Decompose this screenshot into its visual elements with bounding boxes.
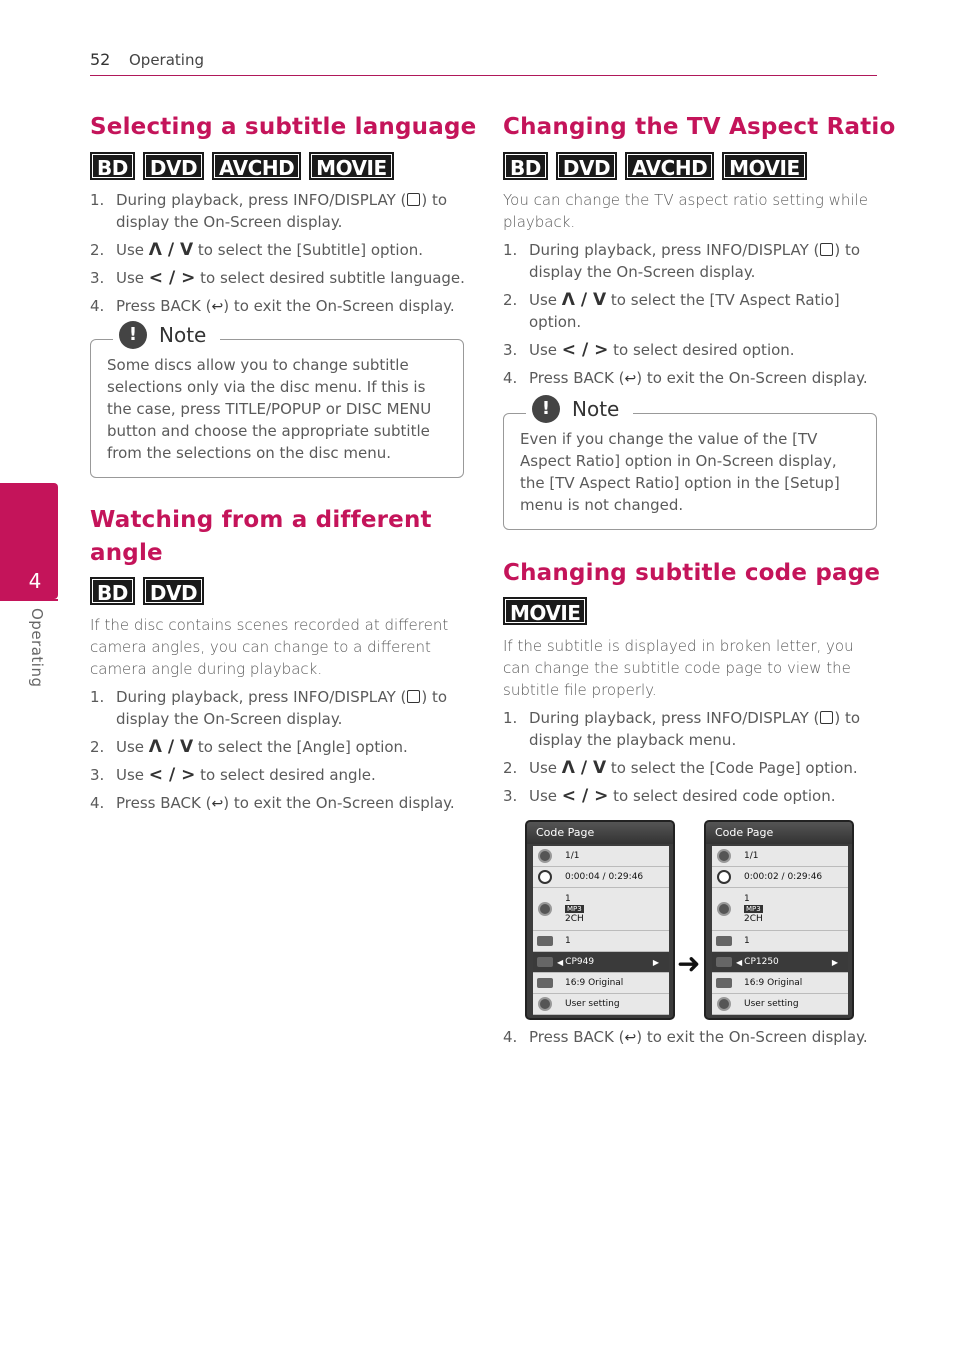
- arrow-right-icon: ➜: [677, 947, 701, 980]
- osd-row-setting: User setting: [712, 994, 848, 1015]
- note-text: Even if you change the value of the [TV Aspect Ratio] option in On-Screen display, the [TV Aspect Ratio] option in the [Setup] menu is not changed.: [520, 430, 840, 514]
- angle-steps: [90, 686, 470, 821]
- codepage-steps: [503, 707, 883, 813]
- back-icon: ↩︎: [624, 1030, 637, 1046]
- aspect-steps: [503, 239, 883, 396]
- screen-title: Code Page: [527, 822, 673, 844]
- arrow-right-icon: ▶: [831, 957, 838, 967]
- up-down-arrows-icon: Λ / V: [561, 290, 607, 310]
- warning-icon: !: [119, 321, 147, 349]
- angle-badges: [90, 577, 204, 605]
- osd-screen-after: [704, 820, 854, 1020]
- list-item: 4. Press BACK (↩︎) to exit the On-Screen display.: [90, 792, 470, 815]
- list-item: 4. Press BACK (↩︎) to exit the On-Screen display.: [90, 295, 470, 318]
- badge-bd: BD: [503, 152, 548, 180]
- page-number: 52: [90, 50, 111, 69]
- audio-icon: [717, 902, 731, 916]
- osd-row-aspect: 16:9 Original: [533, 973, 669, 994]
- audio-icon: [538, 902, 552, 916]
- header-section: Operating: [129, 51, 204, 69]
- aspect-badges: [503, 152, 807, 180]
- subtitle-note: [90, 323, 464, 478]
- info-display-icon: [820, 243, 833, 256]
- badge-dvd: DVD: [143, 577, 204, 605]
- osd-row-setting: User setting: [533, 994, 669, 1015]
- list-item: 2. Use Λ / V to select the [Angle] option.: [90, 737, 408, 757]
- list-item: 3. Use < / > to select desired subtitle language.: [90, 268, 465, 288]
- chapter-divider: [0, 599, 58, 601]
- note-title: Note: [572, 397, 620, 421]
- left-right-arrows-icon: < / >: [561, 786, 609, 806]
- info-display-icon: [407, 193, 420, 206]
- disc-icon: [538, 849, 552, 863]
- back-icon: ↩︎: [211, 796, 224, 812]
- badge-bd: BD: [90, 152, 135, 180]
- warning-icon: !: [532, 395, 560, 423]
- angle-heading-line2: angle: [90, 540, 163, 566]
- badge-movie: MOVIE: [722, 152, 806, 180]
- osd-row-subtitle: 1: [533, 931, 669, 952]
- clock-icon: [538, 870, 552, 884]
- osd-row-audio: 1 MP3 2CH: [712, 888, 848, 931]
- aspect-heading: Changing the TV Aspect Ratio: [503, 114, 896, 140]
- osd-row-codepage[interactable]: ◀ CP949 ▶: [533, 952, 669, 973]
- info-display-icon: [407, 690, 420, 703]
- page-header: [90, 48, 877, 76]
- codepage-icon: [716, 957, 732, 967]
- subtitle-language-badges: [90, 152, 394, 180]
- osd-row-time: 0:00:04 / 0:29:46: [533, 867, 669, 888]
- list-item: 4. Press BACK (↩︎) to exit the On-Screen display.: [503, 1026, 883, 1049]
- setting-icon: [717, 997, 731, 1011]
- codepage-icon: [537, 957, 553, 967]
- angle-intro: If the disc contains scenes recorded at different camera angles, you can change to a different camera angle during playback.: [90, 616, 449, 678]
- codepage-intro: If the subtitle is displayed in broken letter, you can change the subtitle code page to view the subtitle file properly.: [503, 637, 854, 699]
- list-item: 1. During playback, press INFO/DISPLAY ( ) to display the On-Screen display.: [90, 688, 448, 728]
- list-item: 2. Use Λ / V to select the [TV Aspect Ratio] option.: [503, 290, 840, 331]
- badge-avchd: AVCHD: [212, 152, 301, 180]
- note-title: Note: [159, 323, 207, 347]
- aspect-intro: You can change the TV aspect ratio setting while playback.: [503, 191, 868, 231]
- codepage-heading: Changing subtitle code page: [503, 560, 881, 586]
- list-item: 3. Use < / > to select desired option.: [503, 340, 795, 360]
- aspect-icon: [537, 978, 553, 988]
- badge-avchd: AVCHD: [625, 152, 714, 180]
- list-item: 1. During playback, press INFO/DISPLAY ( ) to display the On-Screen display.: [90, 191, 448, 231]
- left-right-arrows-icon: < / >: [148, 268, 196, 288]
- subtitle-icon: [537, 936, 553, 946]
- badge-movie: MOVIE: [503, 597, 587, 625]
- disc-icon: [717, 849, 731, 863]
- osd-row-audio: 1 MP3 2CH: [533, 888, 669, 931]
- osd-row-aspect: 16:9 Original: [712, 973, 848, 994]
- list-item: 3. Use < / > to select desired code option.: [503, 786, 836, 806]
- back-icon: ↩︎: [624, 371, 637, 387]
- osd-row-title: 1/1: [712, 846, 848, 867]
- osd-row-subtitle: 1: [712, 931, 848, 952]
- badge-movie: MOVIE: [309, 152, 393, 180]
- osd-row-time: 0:00:02 / 0:29:46: [712, 867, 848, 888]
- subtitle-language-steps: [90, 189, 470, 324]
- list-item: 1. During playback, press INFO/DISPLAY ( ) to display the On-Screen display.: [503, 241, 861, 281]
- codepage-step4: [503, 1026, 883, 1055]
- note-text: Some discs allow you to change subtitle selections only via the disc menu. If this is the case, press TITLE/POPUP or DISC MENU button and choose the appropriate subtitle from the selections on the disc menu.: [107, 356, 432, 462]
- arrow-left-icon: ◀: [736, 957, 743, 967]
- arrow-right-icon: ▶: [652, 957, 659, 967]
- subtitle-language-heading: Selecting a subtitle language: [90, 114, 477, 140]
- up-down-arrows-icon: Λ / V: [148, 737, 194, 757]
- subtitle-icon: [716, 936, 732, 946]
- badge-dvd: DVD: [143, 152, 204, 180]
- up-down-arrows-icon: Λ / V: [148, 240, 194, 260]
- badge-dvd: DVD: [556, 152, 617, 180]
- arrow-left-icon: ◀: [557, 957, 564, 967]
- left-right-arrows-icon: < / >: [148, 765, 196, 785]
- up-down-arrows-icon: Λ / V: [561, 758, 607, 778]
- list-item: 2. Use Λ / V to select the [Subtitle] option.: [90, 240, 424, 260]
- list-item: 3. Use < / > to select desired angle.: [90, 765, 376, 785]
- info-display-icon: [820, 711, 833, 724]
- osd-row-title: 1/1: [533, 846, 669, 867]
- chapter-number: 4: [28, 569, 42, 593]
- chapter-label: Operating: [28, 608, 46, 688]
- badge-bd: BD: [90, 577, 135, 605]
- aspect-icon: [716, 978, 732, 988]
- aspect-note: [503, 397, 877, 530]
- osd-row-codepage[interactable]: ◀ CP1250 ▶: [712, 952, 848, 973]
- list-item: 4. Press BACK (↩︎) to exit the On-Screen display.: [503, 367, 883, 390]
- left-right-arrows-icon: < / >: [561, 340, 609, 360]
- setting-icon: [538, 997, 552, 1011]
- angle-heading-line1: Watching from a different: [90, 507, 432, 533]
- screen-title: Code Page: [706, 822, 852, 844]
- codepage-badges: [503, 597, 587, 625]
- list-item: 2. Use Λ / V to select the [Code Page] option.: [503, 758, 858, 778]
- back-icon: ↩︎: [211, 299, 224, 315]
- list-item: 1. During playback, press INFO/DISPLAY ( ) to display the playback menu.: [503, 709, 861, 749]
- osd-screen-before: [525, 820, 675, 1020]
- clock-icon: [717, 870, 731, 884]
